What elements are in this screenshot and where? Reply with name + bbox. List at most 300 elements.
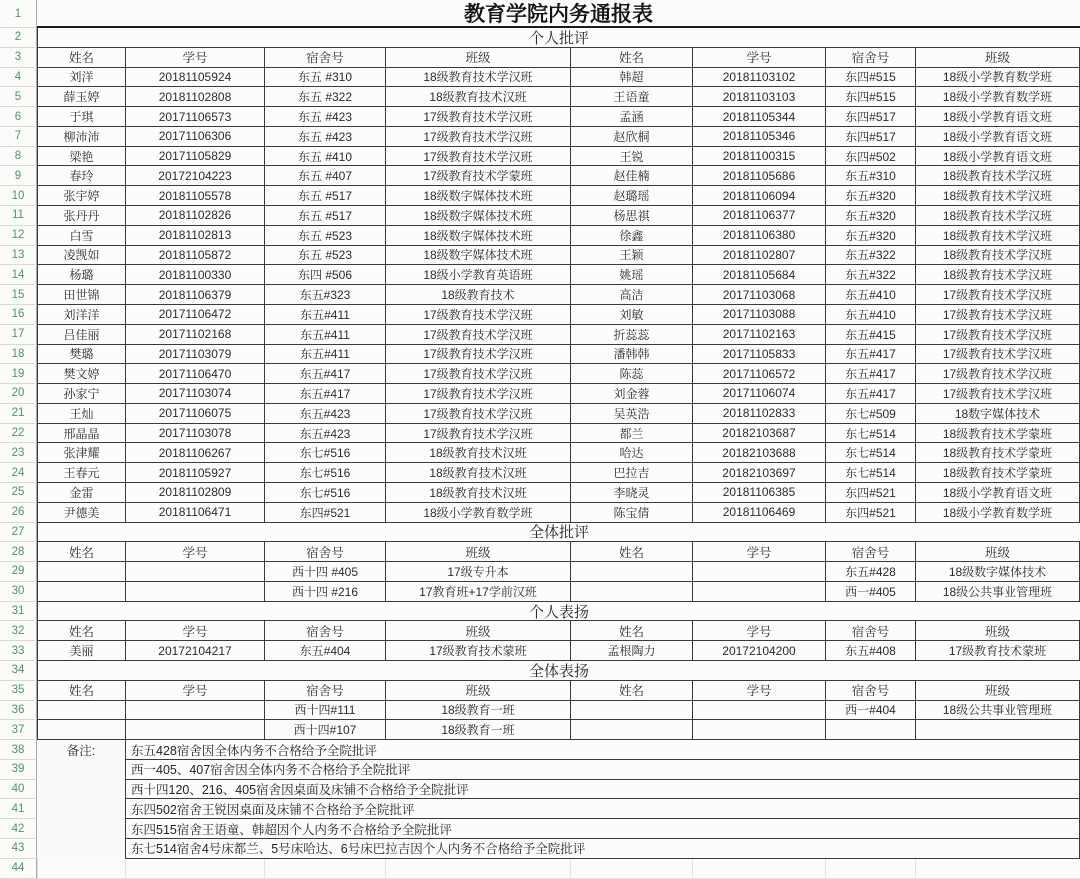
header-cell[interactable]: 学号 — [125, 48, 264, 68]
cell-student-id[interactable]: 20181105924 — [125, 68, 264, 88]
cell-dorm[interactable]: 东五#423 — [264, 404, 385, 424]
cell-class[interactable]: 17级教育技术学蒙班 — [385, 166, 570, 186]
cell-dorm[interactable]: 东四#517 — [825, 107, 915, 127]
cell-student-id[interactable]: 20171105833 — [692, 345, 825, 365]
cell-student-id[interactable]: 20181106377 — [692, 206, 825, 226]
cell-name[interactable]: 刘洋 — [37, 68, 125, 88]
empty-cell[interactable] — [915, 859, 1080, 879]
header-cell[interactable]: 姓名 — [570, 48, 692, 68]
header-cell[interactable]: 宿舍号 — [825, 621, 915, 641]
row-number[interactable]: 17 — [0, 325, 37, 345]
cell-class[interactable]: 18级教育技术汉班 — [385, 483, 570, 503]
cell-dorm[interactable]: 东七#514 — [825, 463, 915, 483]
row-number[interactable]: 21 — [0, 404, 37, 424]
cell-student-id[interactable]: 20181102813 — [125, 226, 264, 246]
header-cell[interactable]: 学号 — [125, 621, 264, 641]
cell-dorm[interactable]: 东四 #506 — [264, 265, 385, 285]
cell-class[interactable]: 18级教育技术汉班 — [385, 463, 570, 483]
cell-dorm[interactable]: 东五 #407 — [264, 166, 385, 186]
cell-class[interactable]: 18级数字媒体技术班 — [385, 206, 570, 226]
cell-student-id[interactable]: 20181100315 — [692, 147, 825, 167]
cell-class[interactable]: 18级教育技术学汉班 — [915, 246, 1080, 266]
cell-class[interactable]: 18级教育技术学蒙班 — [915, 443, 1080, 463]
cell-name[interactable]: 赵佳楠 — [570, 166, 692, 186]
cell-class[interactable]: 18级数字媒体技术班 — [385, 186, 570, 206]
cell-name[interactable]: 刘敏 — [570, 305, 692, 325]
cell-class[interactable]: 18级小学教育语文班 — [915, 483, 1080, 503]
row-number[interactable]: 28 — [0, 542, 37, 562]
cell-dorm[interactable]: 东七#516 — [264, 443, 385, 463]
header-cell[interactable]: 姓名 — [37, 48, 125, 68]
cell-name[interactable] — [570, 701, 692, 721]
cell-class[interactable]: 17级教育技术学汉班 — [915, 364, 1080, 384]
cell-class[interactable]: 18级小学教育英语班 — [385, 265, 570, 285]
row-number[interactable]: 11 — [0, 206, 37, 226]
cell-dorm[interactable]: 东五#423 — [264, 424, 385, 444]
cell-class[interactable]: 18级小学教育数学班 — [915, 503, 1080, 523]
cell-class[interactable]: 17级教育技术蒙班 — [915, 641, 1080, 661]
cell-student-id[interactable]: 20171103088 — [692, 305, 825, 325]
header-cell[interactable]: 宿舍号 — [264, 621, 385, 641]
cell-student-id[interactable]: 20171106306 — [125, 127, 264, 147]
cell-dorm[interactable]: 东五#410 — [825, 305, 915, 325]
cell-name[interactable]: 王灿 — [37, 404, 125, 424]
note-cell[interactable]: 东四502宿舍王锐因桌面及床铺不合格给予全院批评 — [125, 799, 1080, 819]
empty-cell[interactable] — [264, 859, 385, 879]
cell-name[interactable]: 樊璐 — [37, 345, 125, 365]
cell-dorm[interactable]: 东四#515 — [825, 68, 915, 88]
cell-student-id[interactable]: 20181103102 — [692, 68, 825, 88]
cell-name[interactable]: 田世锦 — [37, 285, 125, 305]
row-number[interactable]: 42 — [0, 819, 37, 839]
cell-class[interactable]: 17级教育技术学汉班 — [385, 107, 570, 127]
cell-student-id[interactable]: 20181106379 — [125, 285, 264, 305]
cell-dorm[interactable]: 西十四 #405 — [264, 562, 385, 582]
cell-name[interactable]: 孙家宁 — [37, 384, 125, 404]
row-number[interactable]: 23 — [0, 443, 37, 463]
header-cell[interactable]: 学号 — [692, 681, 825, 701]
cell-student-id[interactable]: 20171106075 — [125, 404, 264, 424]
cell-class[interactable]: 18级小学教育数学班 — [915, 87, 1080, 107]
cell-class[interactable]: 17级教育技术学汉班 — [385, 325, 570, 345]
row-number[interactable]: 38 — [0, 740, 37, 760]
empty-cell[interactable] — [825, 859, 915, 879]
header-cell[interactable]: 宿舍号 — [825, 542, 915, 562]
cell-dorm[interactable]: 东五 #410 — [264, 147, 385, 167]
cell-class[interactable]: 17级教育技术学汉班 — [385, 404, 570, 424]
cell-dorm[interactable]: 东五 #423 — [264, 127, 385, 147]
section-title[interactable]: 个人批评 — [37, 28, 1080, 48]
cell-student-id[interactable]: 20181105872 — [125, 246, 264, 266]
row-number[interactable]: 24 — [0, 463, 37, 483]
cell-student-id[interactable]: 20171103068 — [692, 285, 825, 305]
cell-name[interactable]: 徐鑫 — [570, 226, 692, 246]
cell-dorm[interactable]: 东五#410 — [825, 285, 915, 305]
header-cell[interactable]: 学号 — [692, 621, 825, 641]
cell-class[interactable]: 18级数字媒体技术 — [915, 562, 1080, 582]
cell-class[interactable]: 18级教育技术学汉班 — [915, 206, 1080, 226]
cell-dorm[interactable]: 东五#411 — [264, 305, 385, 325]
cell-name[interactable]: 樊文婷 — [37, 364, 125, 384]
cell-name[interactable]: 吕佳丽 — [37, 325, 125, 345]
cell-class[interactable]: 18级数字媒体技术班 — [385, 226, 570, 246]
cell-name[interactable]: 王颖 — [570, 246, 692, 266]
header-cell[interactable]: 宿舍号 — [264, 542, 385, 562]
cell-class[interactable]: 18级小学教育语文班 — [915, 147, 1080, 167]
row-number[interactable]: 14 — [0, 265, 37, 285]
cell-student-id[interactable]: 20172104223 — [125, 166, 264, 186]
cell-class[interactable]: 18级教育技术学汉班 — [915, 166, 1080, 186]
cell-student-id[interactable]: 20181106094 — [692, 186, 825, 206]
cell-class[interactable]: 18级教育一班 — [385, 720, 570, 740]
note-cell[interactable]: 东五428宿舍因全体内务不合格给予全院批评 — [125, 740, 1080, 760]
header-cell[interactable]: 班级 — [915, 621, 1080, 641]
cell-dorm[interactable]: 东四#515 — [825, 87, 915, 107]
header-cell[interactable]: 姓名 — [570, 542, 692, 562]
cell-student-id[interactable] — [692, 720, 825, 740]
cell-student-id[interactable]: 20171106472 — [125, 305, 264, 325]
cell-student-id[interactable]: 20181105344 — [692, 107, 825, 127]
cell-dorm[interactable]: 东五 #517 — [264, 186, 385, 206]
cell-student-id[interactable]: 20171102168 — [125, 325, 264, 345]
cell-student-id[interactable]: 20181106380 — [692, 226, 825, 246]
row-number[interactable]: 18 — [0, 345, 37, 365]
cell-student-id[interactable] — [125, 562, 264, 582]
row-number[interactable]: 31 — [0, 602, 37, 622]
cell-dorm[interactable]: 东五#310 — [825, 166, 915, 186]
cell-name[interactable]: 高洁 — [570, 285, 692, 305]
header-cell[interactable]: 班级 — [915, 48, 1080, 68]
cell-dorm[interactable]: 东七#514 — [825, 443, 915, 463]
row-number[interactable]: 3 — [0, 48, 37, 68]
row-number[interactable]: 32 — [0, 621, 37, 641]
cell-student-id[interactable]: 20181106385 — [692, 483, 825, 503]
cell-name[interactable]: 哈达 — [570, 443, 692, 463]
cell-dorm[interactable]: 东七#516 — [264, 463, 385, 483]
cell-class[interactable]: 17教育班+17学前汉班 — [385, 582, 570, 602]
header-cell[interactable]: 学号 — [692, 48, 825, 68]
cell-class[interactable]: 17级教育技术学汉班 — [385, 384, 570, 404]
cell-student-id[interactable]: 20181106471 — [125, 503, 264, 523]
cell-dorm[interactable]: 东四#517 — [825, 127, 915, 147]
cell-name[interactable]: 凌觊如 — [37, 246, 125, 266]
cell-dorm[interactable]: 东五#322 — [825, 246, 915, 266]
row-number[interactable]: 2 — [0, 28, 37, 48]
row-number[interactable]: 4 — [0, 68, 37, 88]
header-cell[interactable]: 姓名 — [37, 621, 125, 641]
cell-student-id[interactable]: 20182103688 — [692, 443, 825, 463]
section-title[interactable]: 全体表扬 — [37, 661, 1080, 681]
header-cell[interactable]: 姓名 — [37, 542, 125, 562]
row-number[interactable]: 36 — [0, 701, 37, 721]
row-number[interactable]: 7 — [0, 127, 37, 147]
header-cell[interactable]: 宿舍号 — [825, 48, 915, 68]
header-cell[interactable]: 姓名 — [570, 621, 692, 641]
cell-student-id[interactable]: 20182103687 — [692, 424, 825, 444]
cell-name[interactable]: 赵璐瑶 — [570, 186, 692, 206]
cell-dorm[interactable]: 东四#502 — [825, 147, 915, 167]
cell-student-id[interactable]: 20181100330 — [125, 265, 264, 285]
cell-student-id[interactable]: 20181102807 — [692, 246, 825, 266]
cell-class[interactable]: 17级教育技术学汉班 — [385, 305, 570, 325]
cell-name[interactable]: 于琪 — [37, 107, 125, 127]
row-number[interactable]: 37 — [0, 720, 37, 740]
cell-name[interactable]: 刘洋洋 — [37, 305, 125, 325]
cell-dorm[interactable]: 西一#404 — [825, 701, 915, 721]
cell-dorm[interactable]: 东五 #322 — [264, 87, 385, 107]
cell-name[interactable] — [570, 582, 692, 602]
cell-class[interactable]: 17级专升本 — [385, 562, 570, 582]
cell-name[interactable]: 潘韩韩 — [570, 345, 692, 365]
note-cell[interactable]: 东四515宿舍王语童、韩超因个人内务不合格给予全院批评 — [125, 819, 1080, 839]
cell-student-id[interactable] — [692, 701, 825, 721]
cell-student-id[interactable]: 20171103078 — [125, 424, 264, 444]
row-number[interactable]: 22 — [0, 424, 37, 444]
cell-student-id[interactable]: 20171103079 — [125, 345, 264, 365]
cell-name[interactable]: 白雪 — [37, 226, 125, 246]
cell-student-id[interactable] — [692, 582, 825, 602]
cell-dorm[interactable]: 东五#417 — [264, 364, 385, 384]
cell-student-id[interactable]: 20181106267 — [125, 443, 264, 463]
cell-name[interactable]: 杨思祺 — [570, 206, 692, 226]
header-cell[interactable]: 班级 — [385, 48, 570, 68]
cell-student-id[interactable]: 20172104200 — [692, 641, 825, 661]
row-number[interactable]: 25 — [0, 483, 37, 503]
note-cell[interactable]: 西一405、407宿舍因全体内务不合格给予全院批评 — [125, 760, 1080, 780]
cell-dorm[interactable]: 东五 #310 — [264, 68, 385, 88]
cell-name[interactable]: 梁艳 — [37, 147, 125, 167]
cell-dorm[interactable]: 东五#417 — [825, 384, 915, 404]
cell-dorm[interactable]: 东五#415 — [825, 325, 915, 345]
header-cell[interactable]: 姓名 — [37, 681, 125, 701]
cell-class[interactable]: 17级教育技术学汉班 — [385, 345, 570, 365]
cell-class[interactable]: 17级教育技术学汉班 — [915, 384, 1080, 404]
row-number[interactable]: 20 — [0, 384, 37, 404]
cell-dorm[interactable]: 东四#521 — [264, 503, 385, 523]
cell-student-id[interactable]: 20181105684 — [692, 265, 825, 285]
row-number[interactable]: 33 — [0, 641, 37, 661]
cell-dorm[interactable]: 东五#411 — [264, 345, 385, 365]
header-cell[interactable]: 宿舍号 — [264, 48, 385, 68]
cell-name[interactable]: 王春元 — [37, 463, 125, 483]
row-number[interactable]: 27 — [0, 523, 37, 543]
row-number[interactable]: 5 — [0, 87, 37, 107]
cell-name[interactable]: 王锐 — [570, 147, 692, 167]
cell-dorm[interactable]: 东七#516 — [264, 483, 385, 503]
cell-student-id[interactable] — [125, 701, 264, 721]
header-cell[interactable]: 学号 — [125, 542, 264, 562]
cell-dorm[interactable]: 西十四 #216 — [264, 582, 385, 602]
cell-dorm[interactable]: 东五#320 — [825, 206, 915, 226]
cell-student-id[interactable] — [692, 562, 825, 582]
cell-name[interactable]: 巴拉吉 — [570, 463, 692, 483]
cell-dorm[interactable] — [825, 720, 915, 740]
cell-class[interactable]: 18级教育技术学蒙班 — [915, 424, 1080, 444]
row-number[interactable]: 43 — [0, 839, 37, 859]
cell-name[interactable]: 邢晶晶 — [37, 424, 125, 444]
cell-name[interactable]: 孟涵 — [570, 107, 692, 127]
cell-class[interactable]: 17级教育技术学汉班 — [915, 345, 1080, 365]
cell-name[interactable]: 尹德美 — [37, 503, 125, 523]
cell-name[interactable]: 陈宝倩 — [570, 503, 692, 523]
cell-class[interactable]: 18级教育技术学汉班 — [915, 226, 1080, 246]
cell-dorm[interactable]: 东五#417 — [825, 364, 915, 384]
cell-class[interactable]: 17级教育技术学汉班 — [385, 364, 570, 384]
cell-student-id[interactable]: 20181102809 — [125, 483, 264, 503]
cell-name[interactable]: 薛玉婷 — [37, 87, 125, 107]
cell-name[interactable]: 张丹丹 — [37, 206, 125, 226]
cell-student-id[interactable]: 20171106572 — [692, 364, 825, 384]
cell-student-id[interactable]: 20171103074 — [125, 384, 264, 404]
cell-student-id[interactable] — [125, 720, 264, 740]
section-title[interactable]: 个人表扬 — [37, 602, 1080, 622]
cell-student-id[interactable] — [125, 582, 264, 602]
row-number[interactable]: 1 — [0, 0, 37, 28]
cell-name[interactable] — [570, 720, 692, 740]
header-cell[interactable]: 班级 — [915, 681, 1080, 701]
cell-class[interactable]: 17级教育技术学汉班 — [915, 325, 1080, 345]
cell-dorm[interactable]: 东五 #523 — [264, 226, 385, 246]
cell-name[interactable] — [37, 701, 125, 721]
cell-dorm[interactable]: 东五#323 — [264, 285, 385, 305]
row-number[interactable]: 13 — [0, 246, 37, 266]
cell-name[interactable]: 孟根陶力 — [570, 641, 692, 661]
header-cell[interactable]: 宿舍号 — [825, 681, 915, 701]
row-number[interactable]: 8 — [0, 147, 37, 167]
cell-name[interactable]: 柳沛沛 — [37, 127, 125, 147]
cell-class[interactable]: 18级教育技术 — [385, 285, 570, 305]
note-cell[interactable]: 西十四120、216、405宿舍因桌面及床铺不合格给予全院批评 — [125, 780, 1080, 800]
cell-dorm[interactable]: 西十四#111 — [264, 701, 385, 721]
row-number[interactable]: 16 — [0, 305, 37, 325]
cell-class[interactable]: 18级教育技术学汉班 — [915, 186, 1080, 206]
cell-name[interactable]: 张宇婷 — [37, 186, 125, 206]
note-cell[interactable]: 东七514宿舍4号床都兰、5号床哈达、6号床巴拉吉因个人内务不合格给予全院批评 — [125, 839, 1080, 859]
cell-class[interactable]: 18级数字媒体技术班 — [385, 246, 570, 266]
cell-name[interactable]: 金雷 — [37, 483, 125, 503]
cell-class[interactable]: 18级公共事业管理班 — [915, 582, 1080, 602]
cell-dorm[interactable]: 东五 #523 — [264, 246, 385, 266]
empty-cell[interactable] — [692, 859, 825, 879]
cell-name[interactable]: 韩超 — [570, 68, 692, 88]
cell-dorm[interactable]: 东七#509 — [825, 404, 915, 424]
header-cell[interactable]: 学号 — [125, 681, 264, 701]
cell-dorm[interactable]: 东五 #423 — [264, 107, 385, 127]
row-number[interactable]: 29 — [0, 562, 37, 582]
cell-dorm[interactable]: 东五 #517 — [264, 206, 385, 226]
cell-dorm[interactable]: 东五#404 — [264, 641, 385, 661]
cell-dorm[interactable]: 东五#408 — [825, 641, 915, 661]
header-cell[interactable]: 班级 — [385, 542, 570, 562]
cell-class[interactable]: 18级小学教育语文班 — [915, 107, 1080, 127]
cell-class[interactable]: 18级教育技术学蒙班 — [915, 463, 1080, 483]
cell-name[interactable]: 吴英浩 — [570, 404, 692, 424]
cell-student-id[interactable]: 20171106074 — [692, 384, 825, 404]
cell-name[interactable]: 王语童 — [570, 87, 692, 107]
cell-name[interactable] — [37, 582, 125, 602]
cell-student-id[interactable]: 20181103103 — [692, 87, 825, 107]
cell-dorm[interactable]: 东五#411 — [264, 325, 385, 345]
cell-name[interactable]: 张津耀 — [37, 443, 125, 463]
row-number[interactable]: 12 — [0, 226, 37, 246]
header-cell[interactable]: 班级 — [915, 542, 1080, 562]
cell-dorm[interactable]: 东四#521 — [825, 483, 915, 503]
cell-name[interactable]: 赵欣桐 — [570, 127, 692, 147]
cell-student-id[interactable]: 20171102163 — [692, 325, 825, 345]
cell-student-id[interactable]: 20181102808 — [125, 87, 264, 107]
cell-student-id[interactable]: 20181102833 — [692, 404, 825, 424]
row-number[interactable]: 44 — [0, 859, 37, 879]
cell-dorm[interactable]: 东四#521 — [825, 503, 915, 523]
cell-class[interactable]: 18级教育一班 — [385, 701, 570, 721]
row-number[interactable]: 41 — [0, 799, 37, 819]
row-number[interactable]: 35 — [0, 681, 37, 701]
row-number[interactable]: 34 — [0, 661, 37, 681]
cell-name[interactable]: 陈蕊 — [570, 364, 692, 384]
cell-dorm[interactable]: 西十四#107 — [264, 720, 385, 740]
cell-name[interactable]: 美丽 — [37, 641, 125, 661]
cell-class[interactable]: 18级小学教育数学班 — [385, 503, 570, 523]
cell-student-id[interactable]: 20182103697 — [692, 463, 825, 483]
row-number[interactable]: 10 — [0, 186, 37, 206]
row-number[interactable]: 39 — [0, 760, 37, 780]
cell-class[interactable]: 18级教育技术学汉班 — [915, 265, 1080, 285]
row-number[interactable]: 40 — [0, 780, 37, 800]
empty-cell[interactable] — [125, 859, 264, 879]
row-number[interactable]: 6 — [0, 107, 37, 127]
cell-class[interactable]: 17级教育技术学汉班 — [385, 127, 570, 147]
cell-class[interactable]: 18级公共事业管理班 — [915, 701, 1080, 721]
cell-student-id[interactable]: 20172104217 — [125, 641, 264, 661]
header-cell[interactable]: 学号 — [692, 542, 825, 562]
cell-class[interactable]: 17级教育技术学汉班 — [915, 285, 1080, 305]
cell-dorm[interactable]: 东五#417 — [264, 384, 385, 404]
cell-class[interactable]: 18数字媒体技术 — [915, 404, 1080, 424]
cell-class[interactable]: 18级教育技术汉班 — [385, 87, 570, 107]
cell-student-id[interactable]: 20181105346 — [692, 127, 825, 147]
row-number[interactable]: 26 — [0, 503, 37, 523]
cell-name[interactable]: 杨璐 — [37, 265, 125, 285]
cell-class[interactable]: 17级教育技术蒙班 — [385, 641, 570, 661]
cell-class[interactable]: 17级教育技术学汉班 — [915, 305, 1080, 325]
row-number[interactable]: 15 — [0, 285, 37, 305]
section-title[interactable]: 全体批评 — [37, 523, 1080, 543]
empty-cell[interactable] — [570, 859, 692, 879]
cell-student-id[interactable]: 20181105686 — [692, 166, 825, 186]
cell-dorm[interactable]: 东五#320 — [825, 186, 915, 206]
cell-name[interactable]: 折蕊蕊 — [570, 325, 692, 345]
header-cell[interactable]: 宿舍号 — [264, 681, 385, 701]
cell-student-id[interactable]: 20181105927 — [125, 463, 264, 483]
cell-dorm[interactable]: 东五#428 — [825, 562, 915, 582]
empty-cell[interactable] — [37, 859, 125, 879]
cell-class[interactable] — [915, 720, 1080, 740]
cell-name[interactable]: 春玲 — [37, 166, 125, 186]
cell-class[interactable]: 18级小学教育数学班 — [915, 68, 1080, 88]
cell-student-id[interactable]: 20171106470 — [125, 364, 264, 384]
cell-dorm[interactable]: 东七#514 — [825, 424, 915, 444]
cell-class[interactable]: 17级教育技术学汉班 — [385, 424, 570, 444]
cell-name[interactable] — [37, 720, 125, 740]
cell-name[interactable]: 都兰 — [570, 424, 692, 444]
row-number[interactable]: 19 — [0, 364, 37, 384]
cell-class[interactable]: 18级教育技术汉班 — [385, 443, 570, 463]
cell-class[interactable]: 18级小学教育语文班 — [915, 127, 1080, 147]
cell-name[interactable]: 刘金蓉 — [570, 384, 692, 404]
cell-dorm[interactable]: 东五#417 — [825, 345, 915, 365]
cell-dorm[interactable]: 东五#322 — [825, 265, 915, 285]
cell-student-id[interactable]: 20171105829 — [125, 147, 264, 167]
